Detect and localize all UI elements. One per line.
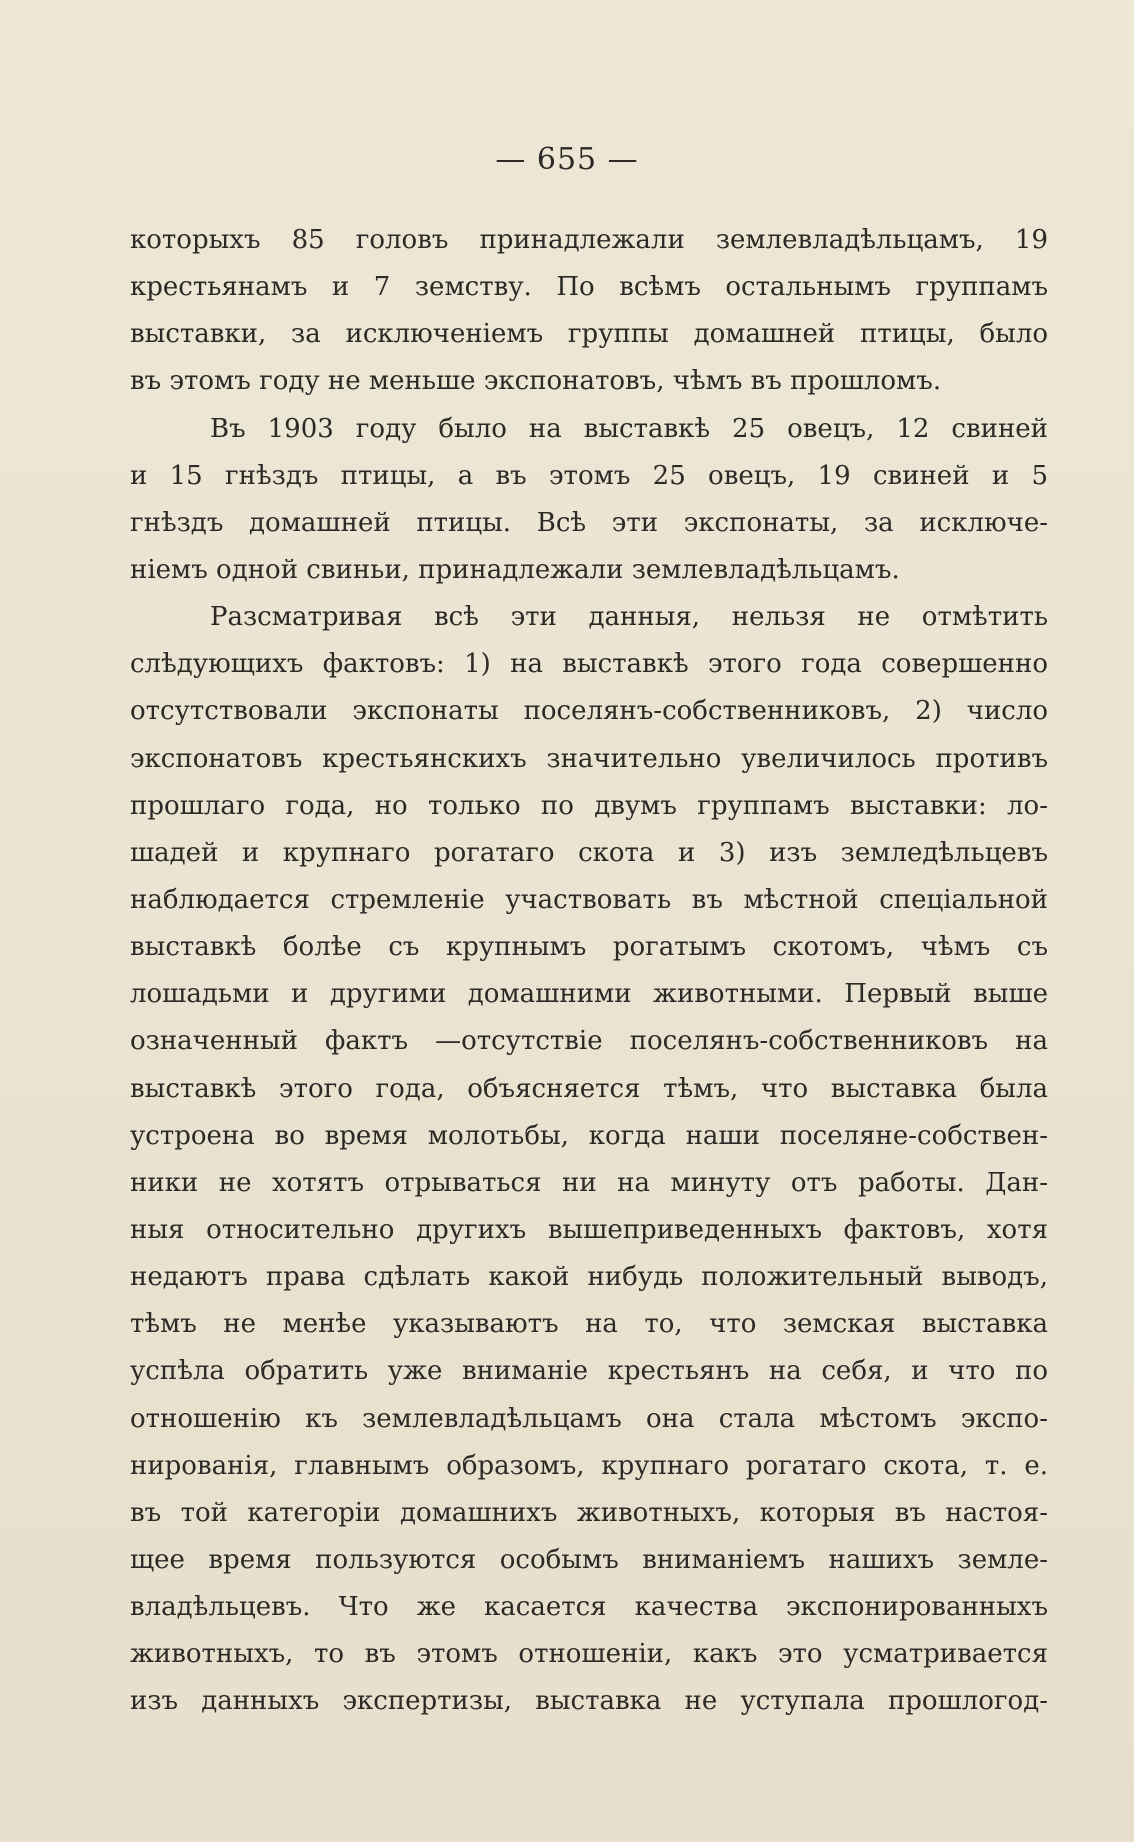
text-line: тѣмъ не менѣе указываютъ на то, что земская выставка — [130, 1309, 1048, 1340]
text-line: слѣдующихъ фактовъ: 1) на выставкѣ этого года совершенно — [130, 649, 1048, 680]
text-line: и 15 гнѣздъ птицы, а въ этомъ 25 овецъ, 19 свиней и 5 — [130, 460, 1048, 491]
text-line: устроена во время молотьбы, когда наши поселяне-собствен- — [130, 1120, 1048, 1151]
text-line: выставки, за исключеніемъ группы домашней птицы, было — [130, 319, 1048, 350]
text-line: животныхъ, то въ этомъ отношеніи, какъ это усматривается — [130, 1639, 1048, 1670]
text-line: владѣльцевъ. Что же касается качества экспонированныхъ — [130, 1592, 1048, 1623]
body-text — [130, 217, 1048, 1726]
text-line: крестьянамъ и 7 земству. По всѣмъ остальнымъ группамъ — [130, 272, 1048, 303]
text-line: наблюдается стремленіе участвовать въ мѣстной спеціальной — [130, 884, 1048, 915]
text-line: шадей и крупнаго рогатаго скота и 3) изъ земледѣльцевъ — [130, 837, 1048, 868]
paragraph-2 — [130, 406, 1048, 595]
text-line: означенный фактъ —отсутствіе поселянъ-собственниковъ на — [130, 1026, 1048, 1057]
text-line: лошадьми и другими домашними животными. Первый выше — [130, 979, 1048, 1010]
text-line: Въ 1903 году было на выставкѣ 25 овецъ, 12 свиней — [210, 413, 1048, 444]
text-line: Разсматривая всѣ эти данныя, нельзя не отмѣтить — [210, 602, 1048, 633]
text-line: ники не хотятъ отрываться ни на минуту отъ работы. Дан- — [130, 1167, 1048, 1198]
text-line: экспонатовъ крестьянскихъ значительно увеличилось противъ — [130, 743, 1048, 774]
text-line: гнѣздъ домашней птицы. Всѣ эти экспонаты, за исключе- — [130, 507, 1048, 538]
text-line: изъ данныхъ экспертизы, выставка не уступала прошлогод- — [130, 1686, 1048, 1717]
text-line: нированія, главнымъ образомъ, крупнаго рогатаго скота, т. е. — [130, 1450, 1048, 1481]
text-line: въ той категоріи домашнихъ животныхъ, которыя въ настоя- — [130, 1497, 1048, 1528]
text-line: недаютъ права сдѣлать какой нибудь положительный выводъ, — [130, 1262, 1048, 1293]
text-line: отсутствовали экспонаты поселянъ-собственниковъ, 2) число — [130, 696, 1048, 727]
text-line: отношенію къ землевладѣльцамъ она стала мѣстомъ экспо- — [130, 1403, 1048, 1434]
page-number: — 655 — — [495, 142, 639, 177]
text-line: выставкѣ болѣе съ крупнымъ рогатымъ скотомъ, чѣмъ съ — [130, 932, 1048, 963]
paragraph-3 — [130, 594, 1048, 1725]
text-line: прошлаго года, но только по двумъ группамъ выставки: ло- — [130, 790, 1048, 821]
text-line: ныя относительно другихъ вышеприведенныхъ фактовъ, хотя — [130, 1214, 1048, 1245]
text-line: въ этомъ году не меньше экспонатовъ, чѣмъ въ прошломъ. — [130, 366, 942, 397]
text-line: выставкѣ этого года, объясняется тѣмъ, что выставка была — [130, 1073, 1048, 1104]
text-line: щее время пользуются особымъ вниманіемъ нашихъ земле- — [130, 1544, 1048, 1575]
paragraph-1 — [130, 217, 1048, 406]
text-line: ніемъ одной свиньи, принадлежали землевладѣльцамъ. — [130, 554, 900, 585]
text-line: которыхъ 85 головъ принадлежали землевладѣльцамъ, 19 — [130, 225, 1048, 255]
text-line: успѣла обратить уже вниманіе крестьянъ на себя, и что по — [130, 1356, 1048, 1387]
